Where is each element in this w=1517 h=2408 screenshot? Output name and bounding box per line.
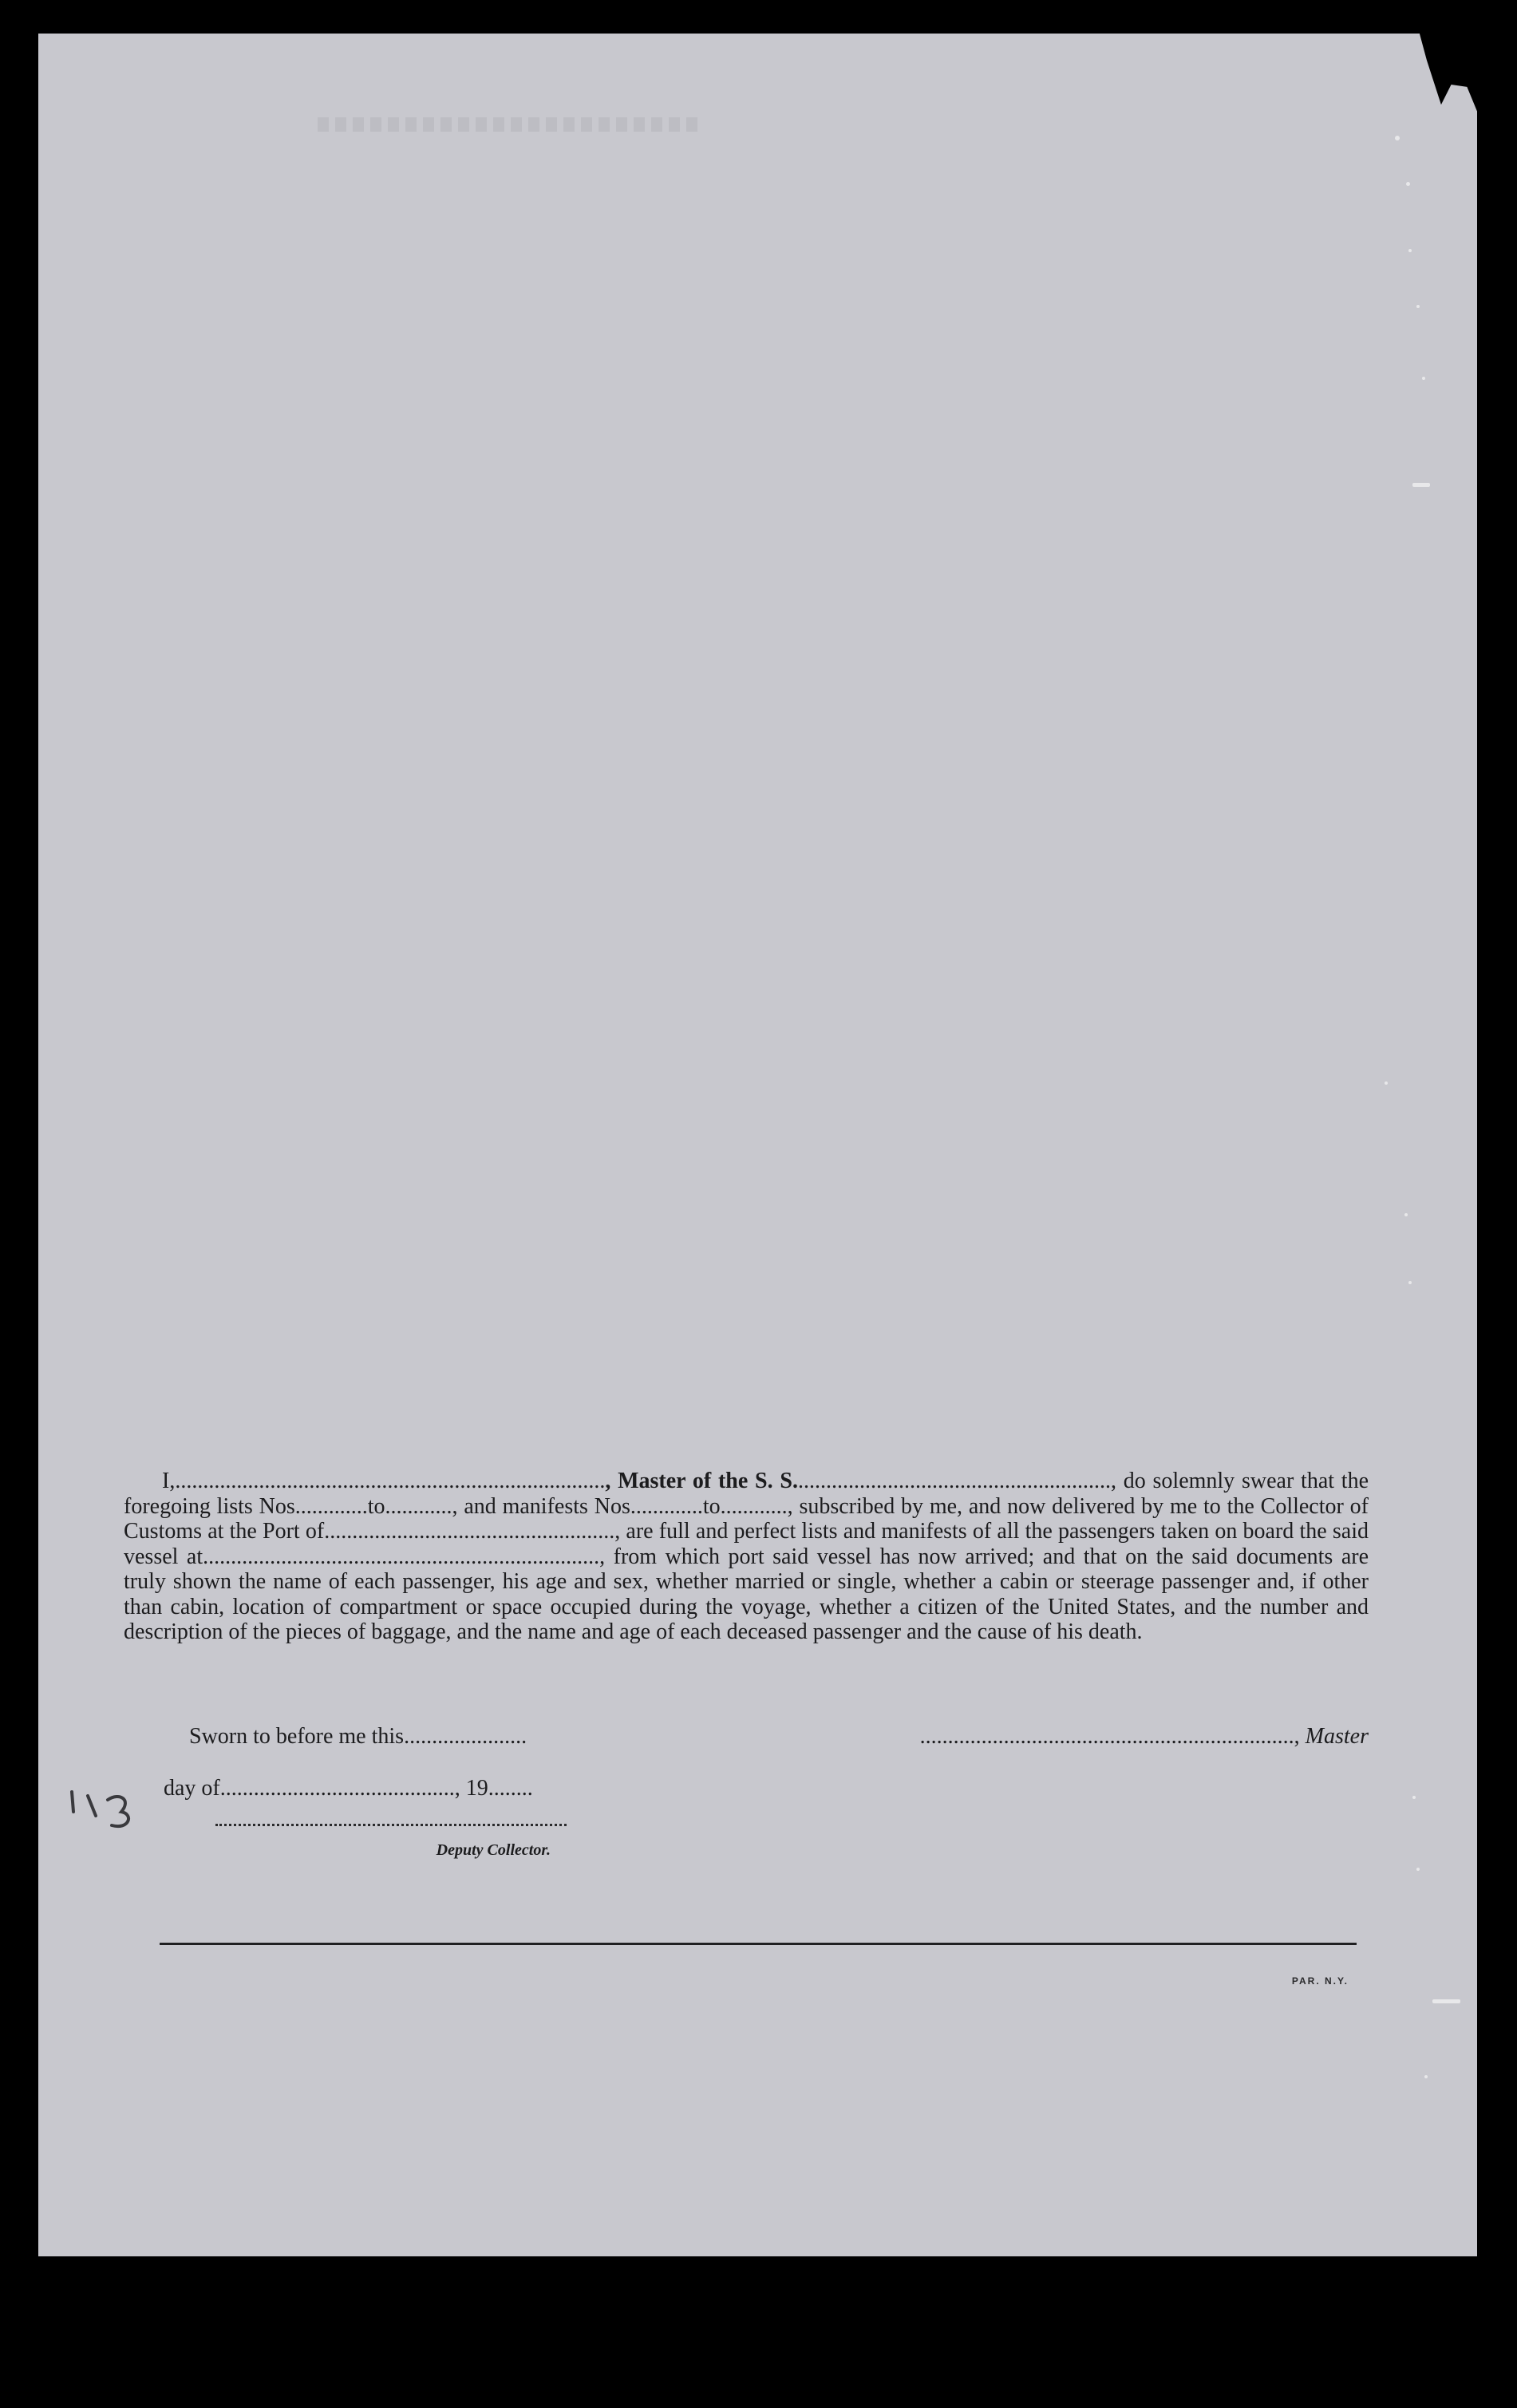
handwritten-number-icon: [56, 1768, 152, 1848]
oath-body: swear that the foregoing lists Nos.............to............, and manifests Nos.............to............, subscribed by me, and now delivered by me to the Collector of Customs at the Port of...................................................., are full and perfect lists and manifests of all the passengers taken on board the said vessel at......................................................................., from which port said vessel has now arrived; and that on the said documents are truly shown the name of each passenger, his age and sex, whether married or single, whether a cabin or steerage passenger and, if other than cabin, location of compartment or space occupied during the voyage, whether a citizen of the United States, and the number and description of the pieces of baggage, and the name and age of each deceased passenger and the cause of his death.: [124, 1469, 1369, 1644]
master-label: Master: [1305, 1724, 1369, 1749]
printer-mark: PAR. N.Y.: [1291, 1975, 1349, 1987]
sworn-line: Sworn to before me this......................: [189, 1724, 527, 1749]
oath-line1-mid: , Master of the S. S.: [605, 1469, 798, 1493]
manifest-page: [38, 34, 1477, 2256]
faint-bleedthrough-line: [318, 117, 701, 132]
oath-dots-b: ........................................................: [797, 1469, 1111, 1493]
horizontal-rule: [160, 1943, 1357, 1945]
master-signature-line: [870, 1724, 1369, 1750]
oath-line1-end: , do solemnly: [1110, 1469, 1235, 1493]
day-line: day of.........................................., 19........: [164, 1776, 533, 1801]
deputy-collector-label: Deputy Collector.: [436, 1841, 551, 1859]
oath-dots-a: .............................................................................: [175, 1469, 606, 1493]
oath-line1-pre: I,: [162, 1469, 176, 1493]
oath-paragraph: [124, 1469, 1369, 1645]
deputy-signature-dots: [215, 1822, 567, 1826]
master-dots: ...................................................................,: [919, 1724, 1300, 1749]
